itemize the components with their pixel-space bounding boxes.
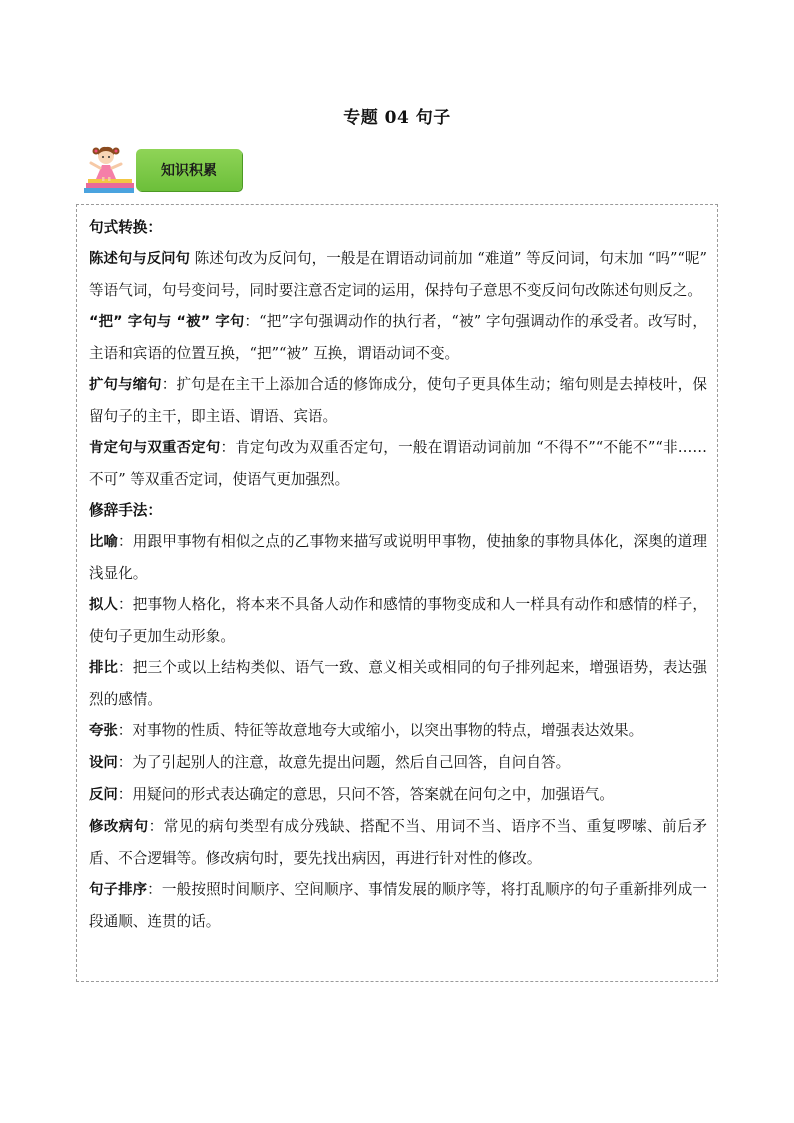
- list-item: [89, 747, 707, 779]
- list-item: [89, 526, 707, 589]
- list-item: [89, 715, 707, 747]
- list-item: [89, 432, 707, 495]
- definition: ：为了引起别人的注意，故意先提出问题，然后自己回答，自问自答。: [117, 754, 571, 771]
- section-heading-sentence-transform: 句式转换：: [89, 219, 162, 236]
- definition: ：扩句是在主干上添加合适的修饰成分，使句子更具体生动；缩句则是去掉枝叶，保留句子的主干，即主语、谓语、宾语。: [89, 376, 707, 425]
- list-item: [89, 874, 707, 937]
- definition: ：肯定句改为双重否定句，一般在谓语动词前加 “不得不”“不能不”“非…… 不可” 等双重否定词，使语气更加强烈。: [89, 439, 707, 488]
- list-item: [89, 811, 707, 874]
- knowledge-badge: 知识积累: [136, 149, 242, 191]
- section-heading-rhetoric: 修辞手法：: [89, 502, 162, 519]
- definition: ：一般按照时间顺序、空间顺序、事情发展的顺序等，将打乱顺序的句子重新排列成一段通顺、连贯的话。: [89, 881, 707, 930]
- knowledge-content: [76, 204, 718, 982]
- definition: ：把事物人格化，将本来不具备人动作和感情的事物变成和人一样具有动作和感情的样子，使句子更加生动形象。: [89, 596, 707, 645]
- section-badge: [80, 143, 250, 195]
- girl-with-books-icon: [80, 143, 136, 195]
- term: 肯定句与双重否定句: [89, 440, 221, 456]
- definition: ：用疑问的形式表达确定的意思，只问不答，答案就在问句之中，加强语气。: [117, 786, 614, 803]
- page-title: 专题 04 句子: [343, 108, 451, 128]
- list-item: [89, 243, 707, 306]
- list-item: [89, 779, 707, 811]
- term: 拟人: [89, 597, 119, 613]
- list-item: [89, 589, 707, 652]
- definition: 陈述句改为反问句，一般是在谓语动词前加 “难道” 等反问词，句末加 “吗”“呢” 等语气词，句号变问号，同时要注意否定词的运用，保持句子意思不变反问句改陈述句则反之。: [89, 250, 707, 299]
- list-item: [89, 369, 707, 432]
- term: 夸张: [89, 723, 118, 739]
- term: 排比: [89, 660, 119, 676]
- term: 反问: [89, 787, 118, 803]
- list-item: [89, 306, 707, 369]
- term: 设问: [89, 755, 118, 771]
- definition: ：常见的病句类型有成分残缺、搭配不当、用词不当、语序不当、重复啰嗦、前后矛盾、不合逻辑等。修改病句时，要先找出病因，再进行针对性的修改。: [89, 818, 707, 867]
- definition: ：用跟甲事物有相似之点的乙事物来描写或说明甲事物，使抽象的事物具体化，深奥的道理浅显化。: [89, 533, 707, 582]
- term: 修改病句: [89, 819, 149, 835]
- term: 句子排序: [89, 882, 148, 898]
- definition: ：把三个或以上结构类似、语气一致、意义相关或相同的句子排列起来，增强语势，表达强烈的感情。: [89, 659, 707, 708]
- term: 扩句与缩句: [89, 377, 162, 393]
- term: 比喻: [89, 534, 119, 550]
- list-item: [89, 652, 707, 715]
- definition: ：对事物的性质、特征等故意地夸大或缩小，以突出事物的特点，增强表达效果。: [117, 722, 644, 739]
- term: “把” 字句与 “被” 字句: [89, 314, 245, 330]
- term: 陈述句与反问句: [89, 251, 190, 267]
- definition: ：“把”字句强调动作的执行者，“被” 字句强调动作的承受者。改写时，主语和宾语的位置互换，“把”“被” 互换，谓语动词不变。: [89, 313, 707, 362]
